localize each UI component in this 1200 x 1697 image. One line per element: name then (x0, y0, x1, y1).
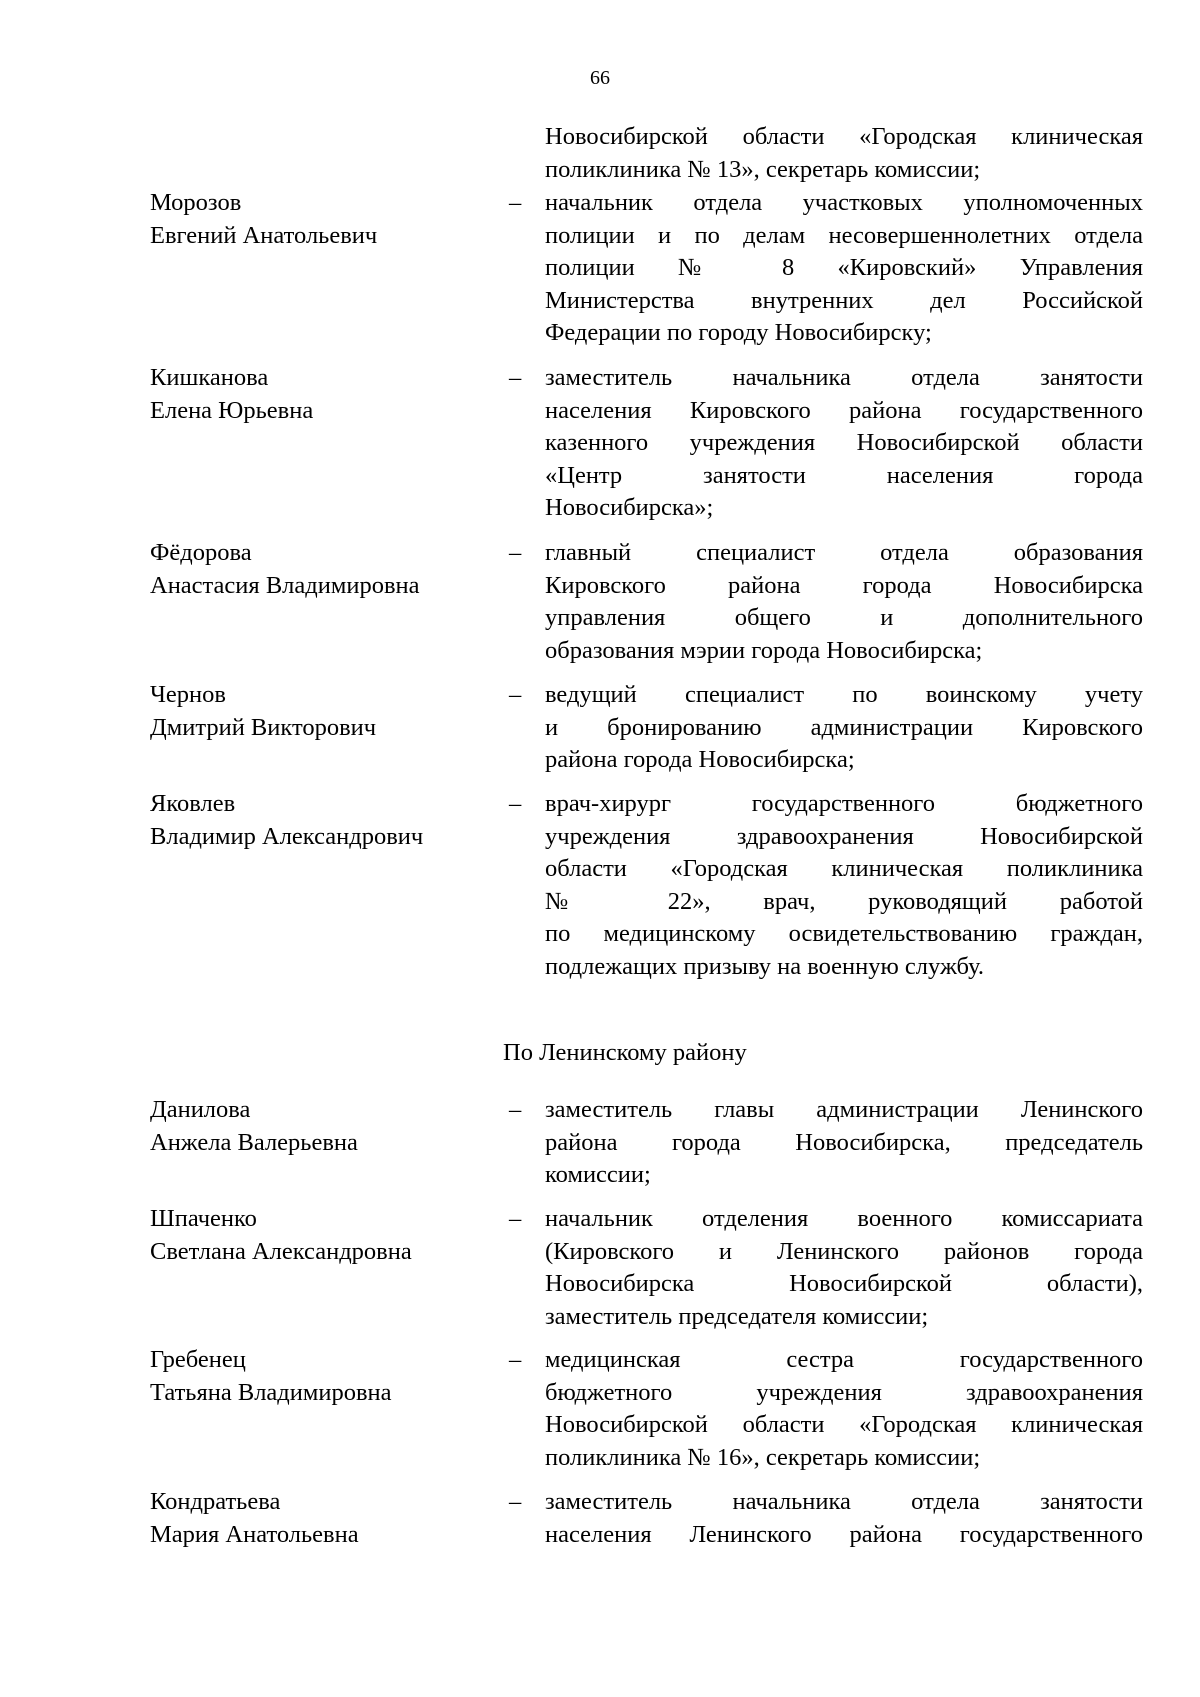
description-line: врач-хирург государственного бюджетного (545, 790, 1143, 817)
member-description (545, 1344, 1143, 1474)
member-name (150, 187, 490, 252)
description-line: Кировского района города Новосибирска (545, 571, 1143, 599)
section-heading: По Ленинскому району (503, 1039, 747, 1066)
entry-dash: – (509, 539, 522, 566)
member-description (545, 187, 1143, 350)
member-given-names: Елена Юрьевна (150, 396, 314, 424)
description-line: медицинская сестра государственного (545, 1346, 1143, 1373)
member-description (545, 537, 1143, 667)
member-surname: Кишканова (150, 364, 269, 391)
description-line: образования мэрии города Новосибирска; (545, 636, 983, 664)
member-name (150, 1203, 490, 1268)
member-surname: Чернов (150, 681, 226, 708)
member-surname: Кондратьева (150, 1488, 281, 1515)
description-line: Министерства внутренних дел Российской (545, 286, 1143, 314)
description-line: района города Новосибирска, председатель (545, 1128, 1143, 1156)
description-line: поликлиника № 16», секретарь комиссии; (545, 1443, 981, 1471)
description-line: полиции № 8 «Кировский» Управления (545, 254, 1143, 281)
description-line: области «Городская клиническая поликлиника (545, 855, 1143, 882)
page-number: 66 (590, 67, 610, 89)
description-line: Федерации по городу Новосибирску; (545, 319, 932, 346)
entry-dash: – (509, 364, 522, 391)
description-line: «Центр занятости населения города (545, 461, 1143, 489)
member-given-names: Татьяна Владимировна (150, 1378, 392, 1406)
member-surname: Морозов (150, 189, 242, 216)
entry-dash: – (509, 1488, 522, 1515)
member-given-names: Владимир Александрович (150, 822, 424, 850)
description-line: заместитель главы администрации Ленинского (545, 1096, 1143, 1123)
member-name (150, 1486, 490, 1551)
member-name (150, 1344, 490, 1409)
description-line: Новосибирской области «Городская клиническая (545, 123, 1143, 150)
description-line: поликлиника № 13», секретарь комиссии; (545, 155, 981, 183)
entry-dash: – (509, 1346, 522, 1373)
description-line: (Кировского и Ленинского районов города (545, 1237, 1143, 1265)
member-description (545, 1203, 1143, 1333)
member-given-names: Дмитрий Викторович (150, 713, 377, 741)
member-name (150, 362, 490, 427)
member-description (545, 788, 1143, 983)
description-line: учреждения здравоохранения Новосибирской (545, 822, 1143, 850)
description-line: заместитель председателя комиссии; (545, 1302, 929, 1330)
description-line: Новосибирской области «Городская клиническая (545, 1411, 1143, 1438)
member-name (150, 679, 490, 744)
member-description (545, 1486, 1143, 1551)
entry-dash: – (509, 790, 522, 817)
description-line: заместитель начальника отдела занятости (545, 364, 1143, 391)
description-line: района города Новосибирска; (545, 746, 855, 773)
member-surname: Шпаченко (150, 1205, 257, 1232)
description-line: комиссии; (545, 1161, 651, 1188)
member-surname: Фёдорова (150, 539, 252, 566)
member-name (150, 1094, 490, 1159)
description-line: полиции и по делам несовершеннолетних отдела (545, 221, 1143, 249)
description-line: Новосибирска Новосибирской области), (545, 1270, 1143, 1297)
member-given-names: Анастасия Владимировна (150, 571, 420, 599)
entry-dash: – (509, 189, 522, 216)
description-line: главный специалист отдела образования (545, 539, 1143, 566)
member-surname: Яковлев (150, 790, 236, 817)
description-line: начальник отделения военного комиссариата (545, 1205, 1143, 1232)
description-line: управления общего и дополнительного (545, 604, 1143, 631)
member-given-names: Светлана Александровна (150, 1237, 412, 1265)
member-surname: Данилова (150, 1096, 251, 1123)
member-description (545, 679, 1143, 777)
member-description (545, 1094, 1143, 1192)
description-line: начальник отдела участковых уполномоченных (545, 189, 1143, 216)
description-line: заместитель начальника отдела занятости (545, 1488, 1143, 1515)
description-line: Новосибирска»; (545, 494, 714, 521)
description-line: населения Кировского района государственного (545, 396, 1143, 424)
description-line: № 22», врач, руководящий работой (545, 887, 1143, 915)
description-line: по медицинскому освидетельствованию граждан, (545, 920, 1143, 947)
member-given-names: Анжела Валерьевна (150, 1128, 358, 1156)
entry-dash: – (509, 681, 522, 708)
description-line: казенного учреждения Новосибирской области (545, 429, 1143, 456)
entry-dash: – (509, 1205, 522, 1232)
description-line: бюджетного учреждения здравоохранения (545, 1378, 1143, 1406)
description-line: ведущий специалист по воинскому учету (545, 681, 1143, 708)
description-line: и бронированию администрации Кировского (545, 713, 1143, 741)
continued-description (545, 121, 1143, 186)
member-name (150, 537, 490, 602)
member-given-names: Евгений Анатольевич (150, 221, 378, 249)
member-description (545, 362, 1143, 525)
description-line: населения Ленинского района государственного (545, 1520, 1143, 1548)
member-name (150, 788, 490, 853)
member-given-names: Мария Анатольевна (150, 1520, 359, 1548)
member-surname: Гребенец (150, 1346, 246, 1373)
description-line: подлежащих призыву на военную службу. (545, 952, 985, 980)
entry-dash: – (509, 1096, 522, 1123)
